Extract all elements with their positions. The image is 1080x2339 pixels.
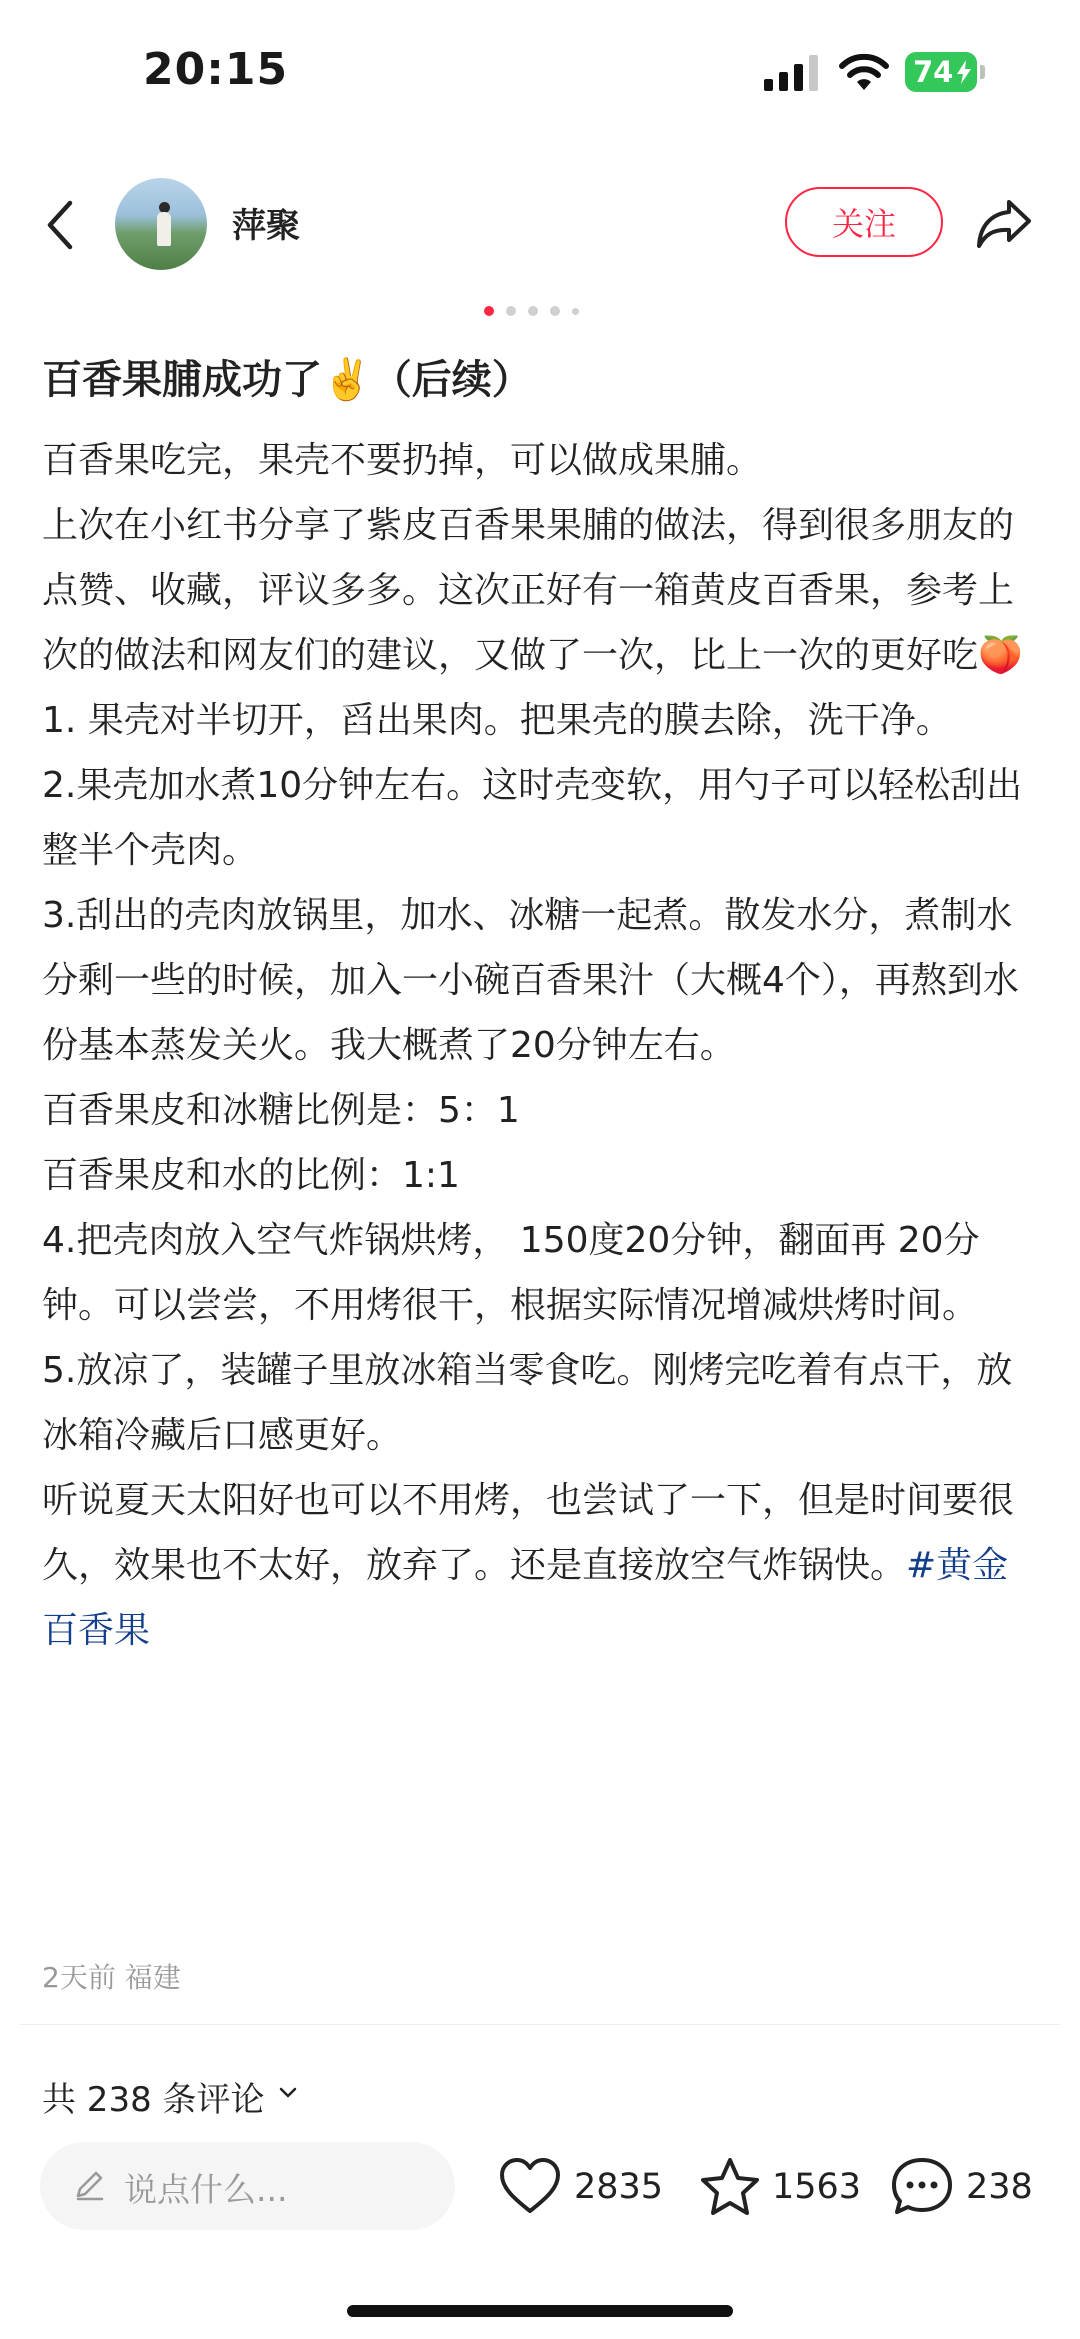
pen-icon	[72, 2168, 106, 2202]
comment-count[interactable]: 共 238 条评论	[42, 2080, 265, 2120]
hashtag-link[interactable]: #黄金百香果	[42, 1545, 1009, 1651]
post-title: 百香果脯成功了✌️（后续）	[42, 357, 532, 403]
post-paragraph: 2.果壳加水煮10分钟左右。这时壳变软，用勺子可以轻松刮出整半个壳肉。	[42, 765, 1023, 871]
post-meta: 2天前 福建	[42, 1961, 181, 1994]
carousel-indicator	[480, 303, 600, 319]
like-button[interactable]	[498, 2155, 664, 2219]
wifi-icon	[838, 52, 890, 92]
comment-button[interactable]	[890, 2155, 1040, 2219]
share-icon[interactable]	[973, 192, 1035, 254]
carousel-dot	[528, 306, 538, 316]
battery-level: 74	[905, 52, 977, 92]
author-name[interactable]: 萍聚	[232, 206, 300, 246]
post-paragraph-text: 听说夏天太阳好也可以不用烤，也尝试了一下，但是时间要很久，效果也不太好，放弃了。还是直接放空气炸锅快。	[42, 1480, 1015, 1586]
like-count: 2835	[574, 2167, 664, 2207]
comment-bubble-icon	[890, 2155, 954, 2219]
follow-button[interactable]: 关注	[785, 187, 943, 257]
star-icon	[698, 2155, 762, 2219]
author-avatar[interactable]	[115, 178, 207, 270]
post-paragraph: 4.把壳肉放入空气炸锅烘烤， 150度20分钟，翻面再 20分钟。可以尝尝，不用烤很干，根据实际情况增减烘烤时间。	[42, 1220, 980, 1326]
post-header	[0, 170, 1080, 280]
post-body	[42, 428, 1042, 1663]
post-paragraph: 百香果皮和冰糖比例是：5：1	[42, 1090, 520, 1131]
carousel-dot	[484, 306, 494, 316]
status-time: 20:15	[143, 44, 289, 95]
charging-bolt-icon	[955, 60, 973, 84]
collect-button[interactable]	[698, 2155, 862, 2219]
avatar-figure-body	[157, 212, 171, 246]
carousel-dot	[572, 308, 579, 315]
carousel-dot	[506, 306, 516, 316]
home-indicator	[347, 2305, 733, 2317]
heart-icon	[498, 2155, 562, 2219]
post-last-paragraph	[42, 1468, 1042, 1663]
comment-input[interactable]	[40, 2142, 455, 2230]
post-paragraph: 5.放凉了，装罐子里放冰箱当零食吃。刚烤完吃着有点干，放冰箱冷藏后口感更好。	[42, 1350, 1013, 1456]
status-bar	[0, 0, 1080, 150]
comment-placeholder: 说点什么...	[124, 2170, 288, 2209]
comment-count-number: 238	[966, 2167, 1033, 2207]
battery-cap	[980, 65, 985, 79]
post-paragraph: 百香果皮和水的比例：1:1	[42, 1155, 460, 1196]
battery-icon	[905, 52, 985, 92]
signal-icon	[764, 55, 820, 91]
divider	[20, 2024, 1060, 2025]
chevron-down-icon[interactable]	[278, 2086, 298, 2100]
collect-count: 1563	[772, 2167, 862, 2207]
post-paragraph: 百香果吃完，果壳不要扔掉，可以做成果脯。	[42, 440, 763, 481]
carousel-dot	[550, 306, 560, 316]
post-paragraph: 1. 果壳对半切开，舀出果肉。把果壳的膜去除，洗干净。	[42, 700, 952, 741]
back-arrow-icon[interactable]	[40, 195, 80, 255]
post-paragraph: 3.刮出的壳肉放锅里，加水、冰糖一起煮。散发水分，煮制水分剩一些的时候，加入一小碗百香果汁（大概4个），再熬到水份基本蒸发关火。我大概煮了20分钟左右。	[42, 895, 1019, 1066]
post-paragraph: 上次在小红书分享了紫皮百香果果脯的做法，得到很多朋友的点赞、收藏，评议多多。这次正好有一箱黄皮百香果，参考上次的做法和网友们的建议，又做了一次，比上一次的更好吃🍑	[42, 505, 1023, 676]
